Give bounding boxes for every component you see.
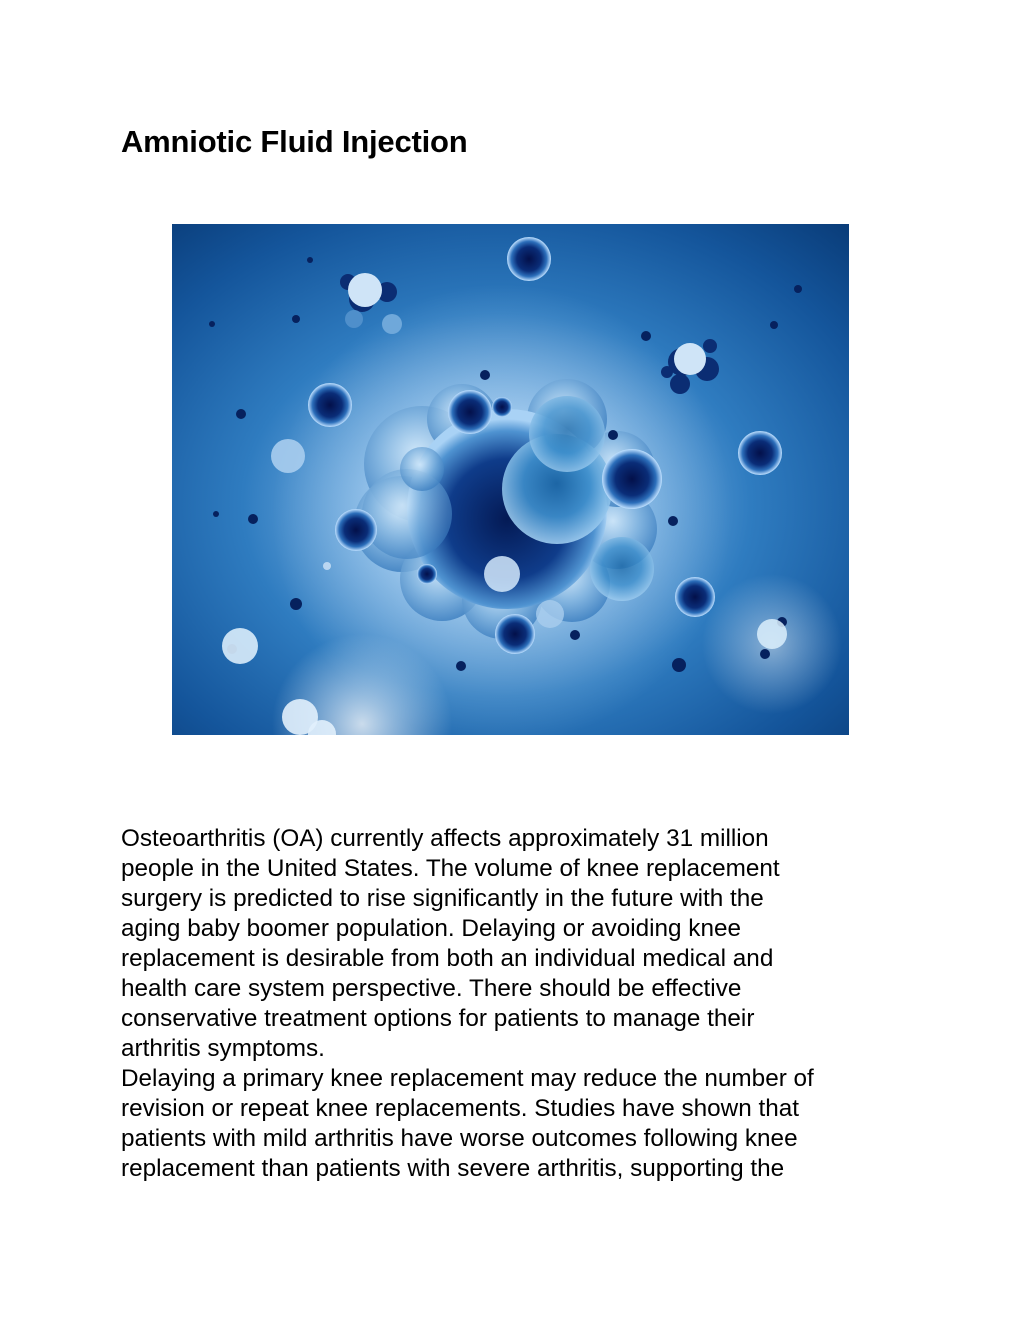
paragraph-line: Delaying a primary knee replacement may reduce the number of xyxy=(121,1065,814,1092)
paragraph-line: Osteoarthritis (OA) currently affects approximately 31 million xyxy=(121,825,769,852)
paragraph-line: aging baby boomer population. Delaying or avoiding knee xyxy=(121,915,741,942)
body-text xyxy=(121,824,901,1184)
paragraph-line: replacement is desirable from both an individual medical and xyxy=(121,945,774,972)
paragraph-line: conservative treatment options for patients to manage their xyxy=(121,1005,755,1032)
paragraph-line: surgery is predicted to rise significantly in the future with the xyxy=(121,885,764,912)
paragraph-line: arthritis symptoms. xyxy=(121,1035,325,1062)
paragraph-line: revision or repeat knee replacements. Studies have shown that xyxy=(121,1095,799,1122)
stem-cells-icon xyxy=(172,224,849,735)
stem-cells-illustration xyxy=(172,224,849,735)
paragraph-2 xyxy=(121,1064,901,1184)
paragraph-1 xyxy=(121,824,901,1064)
paragraph-line: patients with mild arthritis have worse outcomes following knee xyxy=(121,1125,798,1152)
paragraph-line: people in the United States. The volume of knee replacement xyxy=(121,855,780,882)
paragraph-line: health care system perspective. There should be effective xyxy=(121,975,742,1002)
paragraph-line: replacement than patients with severe arthritis, supporting the xyxy=(121,1155,785,1182)
page-title: Amniotic Fluid Injection xyxy=(121,124,468,159)
